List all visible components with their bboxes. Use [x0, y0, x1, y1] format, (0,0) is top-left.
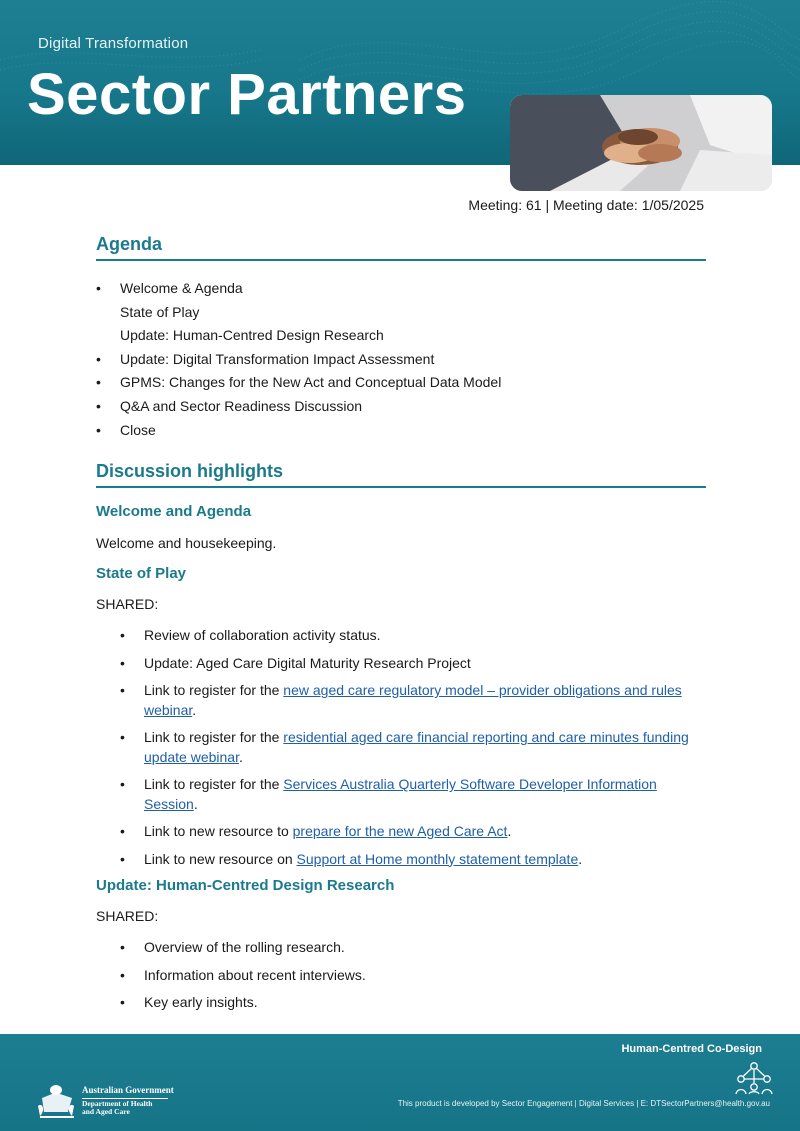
- list-item: • Overview of the rolling research.: [120, 938, 706, 958]
- agenda-item: Update: Human-Centred Design Research: [120, 327, 384, 344]
- shared-label: SHARED:: [96, 908, 159, 925]
- agenda-list: [96, 277, 706, 442]
- hcd-list: [120, 938, 706, 1013]
- agenda-item: State of Play: [120, 303, 200, 320]
- header-subtitle: Digital Transformation: [38, 35, 189, 52]
- list-item: • Link to register for the residential aged care financial reporting and care minutes funding update webinar.: [120, 728, 706, 767]
- state-of-play-list: [120, 626, 706, 869]
- government-branding: [82, 1086, 174, 1116]
- gov-line-1: Australian Government: [82, 1085, 174, 1095]
- hands-illustration: [510, 95, 772, 191]
- stacked-hands-photo: [510, 95, 772, 191]
- list-item: • Link to register for the new aged care regulatory model – provider obligations and rules webinar.: [120, 681, 706, 720]
- footer-label: Human-Centred Co-Design: [621, 1043, 762, 1055]
- divider: [82, 1098, 168, 1099]
- list-item: • Link to new resource on Support at Home monthly statement template.: [120, 850, 706, 870]
- list-item: • Review of collaboration activity status.: [120, 626, 706, 646]
- footer-credits: This product is developed by Sector Engagement | Digital Services | E: DTSectorPartners@health.gov.au: [397, 1099, 770, 1108]
- list-item: • Link to register for the Services Australia Quarterly Software Developer Information Session.: [120, 775, 706, 814]
- welcome-subheading: Welcome and Agenda: [96, 503, 252, 521]
- aged-care-act-link[interactable]: prepare for the new Aged Care Act: [292, 823, 508, 840]
- main-content: [96, 234, 706, 1021]
- discussion-heading: Discussion highlights: [96, 461, 706, 488]
- footer-banner: [0, 1034, 800, 1131]
- agenda-heading: Agenda: [96, 234, 706, 261]
- people-network-icon: [735, 1061, 773, 1095]
- list-item: • Link to new resource to prepare for the new Aged Care Act.: [120, 822, 706, 842]
- hcd-subheading: Update: Human-Centred Design Research: [96, 877, 395, 895]
- welcome-text: Welcome and housekeeping.: [96, 535, 277, 552]
- financial-reporting-webinar-link[interactable]: residential aged care financial reporting and care minutes funding update webinar: [144, 729, 689, 765]
- shared-label: SHARED:: [96, 596, 159, 613]
- list-item: • Key early insights.: [120, 993, 706, 1013]
- gov-line-3: and Aged Care: [82, 1107, 130, 1117]
- agenda-item: • GPMS: Changes for the New Act and Conceptual Data Model: [96, 371, 706, 395]
- page-title: Sector Partners: [27, 62, 467, 127]
- state-of-play-subheading: State of Play: [96, 565, 187, 583]
- gov-line-2: Department of Health: [82, 1098, 153, 1108]
- agenda-item: • Welcome & Agenda: [96, 277, 706, 301]
- list-item: • Update: Aged Care Digital Maturity Research Project: [120, 654, 706, 674]
- developer-session-link[interactable]: Services Australia Quarterly Software Developer Information Session: [144, 776, 657, 812]
- list-item: • Information about recent interviews.: [120, 966, 706, 986]
- regulatory-model-webinar-link[interactable]: new aged care regulatory model – provider obligations and rules webinar: [144, 682, 682, 718]
- agenda-item: • Close: [96, 419, 706, 443]
- agenda-item: • Q&A and Sector Readiness Discussion: [96, 395, 706, 419]
- agenda-item: • Update: Digital Transformation Impact Assessment: [96, 348, 706, 372]
- meeting-info: Meeting: 61 | Meeting date: 1/05/2025: [468, 197, 704, 213]
- statement-template-link[interactable]: Support at Home monthly statement template: [296, 850, 579, 867]
